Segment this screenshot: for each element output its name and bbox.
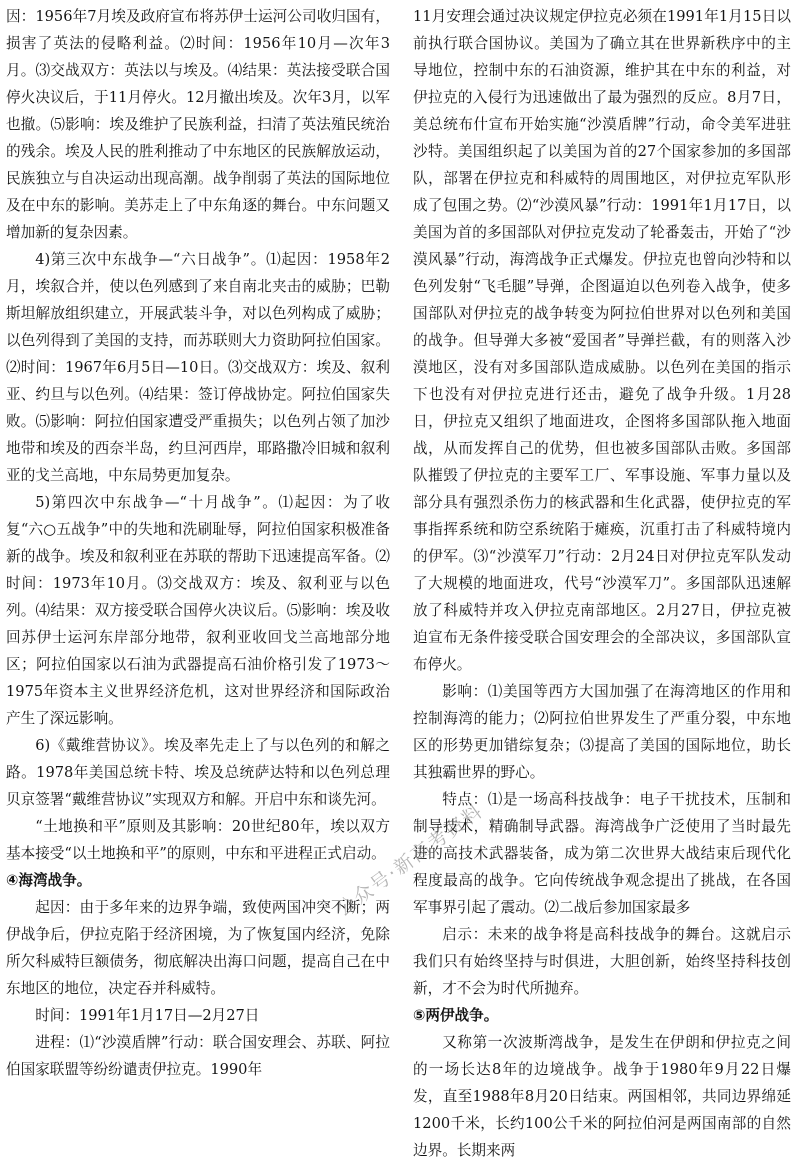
paragraph-gulf-war-features: 特点：⑴是一场高科技战争：电子干扰技术，压制和制导技术，精确制导武器。海湾战争广泛使用了当时最先进的高技术武器装备，成为第二次世界大战结束后现代化程度最高的战争。它向传统战争观念提出了挑战，在各国军事界引起了震动。⑵二战后参加国家最多: [413, 791, 791, 916]
right-column: [413, 3, 791, 1164]
paragraph-suez-war-continued: 因：1956年7月埃及政府宣布将苏伊士运河公司收归国有，损害了英法的侵略利益。⑵时间：1956年10月—次年3月。⑶交战双方：英法以与埃及。⑷结果：英法接受联合国停火决议后，于11月停火。12月撤出埃及。次年3月，以军也撤。⑸影响：埃及维护了民族利益，扫清了英法殖民统治的残余。埃及人民的胜利推动了中东地区的民族解放运动，民族独立与自决运动出现高潮。战争削弱了英法的国际地位及在中东的影响。美苏走上了中东角逐的舞台。中东问题又增加新的复杂因素。: [6, 8, 390, 241]
paragraph-iran-iraq-war: 又称第一次波斯湾战争，是发生在伊朗和伊拉克之间的一场长达8年的边境战争。战争于1980年9月22日爆发，直至1988年8月20日结束。两国相邻，共同边界绵延1200千米，长约100公千米的阿拉伯河是两国南部的自然边界。长期来两: [413, 1034, 791, 1159]
paragraph-gulf-war-time: 时间：1991年1月17日—2月27日: [35, 1007, 260, 1024]
paragraph-gulf-war-process: 进程：⑴“沙漠盾牌”行动：联合国安理会、苏联、阿拉伯国家联盟等纷纷谴责伊拉克。1990年: [6, 1034, 390, 1078]
heading-gulf-war: ④海湾战争。: [6, 872, 92, 889]
paragraph-gulf-war-lesson: 启示：未来的战争将是高科技战争的舞台。这就启示我们只有始终坚持与时俱进，大胆创新，始终坚持科技创新，才不会为时代所抛弃。: [413, 926, 791, 997]
paragraph-camp-david-accords: 6)《戴维营协议》。埃及率先走上了与以色列的和解之路。1978年美国总统卡特、埃及总统萨达特和以色列总理贝京签署“戴维营协议”实现双方和解。开启中东和谈先河。: [6, 737, 390, 808]
paragraph-fourth-middle-east-war: 5)第四次中东战争—“十月战争”。⑴起因：为了收复“六○五战争”中的失地和洗刷耻辱，阿拉伯国家积极准备新的战争。埃及和叙利亚在苏联的帮助下迅速提高军备。⑵时间：1973年10月。⑶交战双方：埃及、叙利亚与以色列。⑷结果：双方接受联合国停火决议后。⑸影响：埃及收回苏伊士运河东岸部分地带，叙利亚收回戈兰高地部分地区；阿拉伯国家以石油为武器提高石油价格引发了1973～1975年资本主义世界经济危机，这对世界经济和国际政治产生了深远影响。: [6, 494, 390, 727]
paragraph-gulf-war-cause: 起因：由于多年来的边界争端，致使两国冲突不断；两伊战争后，伊拉克陷于经济困境，为了恢复国内经济，免除所欠科威特巨额债务，彻底解决出海口问题，提高自己在中东地区的地位，决定吞并科威特。: [6, 899, 390, 997]
watermark-text: 公众号·新高考资料: [332, 799, 488, 922]
paragraph-gulf-war-operations: 11月安理会通过决议规定伊拉克必须在1991年1月15日以前执行联合国协议。美国为了确立其在世界新秩序中的主导地位，控制中东的石油资源，维护其在中东的利益，对伊拉克的入侵行为迅速做出了最为强烈的反应。8月7日，美总统布什宣布开始实施“沙漠盾牌”行动，命令美军进驻沙特。美国组织起了以美国为首的27个国家参加的多国部队，部署在伊拉克和科威特的周围地区，对伊拉克军队形成了包围之势。⑵“沙漠风暴”行动：1991年1月17日，以美国为首的多国部队对伊拉克发动了轮番轰击，开始了“沙漠风暴”行动，海湾战争正式爆发。伊拉克也曾向沙特和以色列发射“飞毛腿”导弹，企图逼迫以色列卷入战争，使多国部队对伊拉克的战争转变为阿拉伯世界对以色列和美国的战争。但导弹大多被“爱国者”导弹拦截，有的则落入沙漠地区，没有对多国部队造成威胁。以色列在美国的指示下也没有对伊拉克进行还击，避免了战争升级。1月28日，伊拉克又组织了地面进攻，企图将多国部队拖入地面战，从而发挥自己的优势，但也被多国部队击败。多国部队摧毁了伊拉克的主要军工厂、军事设施、军事力量以及部分具有强烈杀伤力的核武器和生化武器，使伊拉克的军事指挥系统和防空系统陷于瘫痪，沉重打击了科威特境内的伊军。⑶“沙漠军刀”行动：2月24日对伊拉克军队发动了大规模的地面进攻，代号“沙漠军刀”。多国部队迅速解放了科威特并攻入伊拉克南部地区。2月27日，伊拉克被迫宣布无条件接受联合国安理会的全部决议，多国部队宣布停火。: [413, 8, 791, 673]
paragraph-third-middle-east-war: 4)第三次中东战争—“六日战争”。⑴起因：1958年2月，埃叙合并，使以色列感到了来自南北夹击的威胁；巴勒斯坦解放组织建立，开展武装斗争，对以色列构成了威胁；以色列得到了美国的支持，而苏联则大力资助阿拉伯国家。⑵时间：1967年6月5日—10日。⑶交战双方：埃及、叙利亚、约旦与以色列。⑷结果：签订停战协定。阿拉伯国家失败。⑸影响：阿拉伯国家遭受严重损失；以色列占领了加沙地带和埃及的西奈半岛，约旦河西岸，耶路撒冷旧城和叙利亚的戈兰高地，中东局势更加复杂。: [6, 251, 390, 484]
paragraph-land-for-peace: “土地换和平”原则及其影响：20世纪80年，埃以双方基本接受“以土地换和平”的原则，中东和平进程正式启动。: [6, 818, 390, 862]
left-column: [6, 3, 390, 1083]
heading-iran-iraq-war: ⑤两伊战争。: [413, 1007, 499, 1024]
paragraph-gulf-war-impact: 影响：⑴美国等西方大国加强了在海湾地区的作用和控制海湾的能力；⑵阿拉伯世界发生了严重分裂，中东地区的形势更加错综复杂；⑶提高了美国的国际地位，助长其独霸世界的野心。: [413, 683, 791, 781]
